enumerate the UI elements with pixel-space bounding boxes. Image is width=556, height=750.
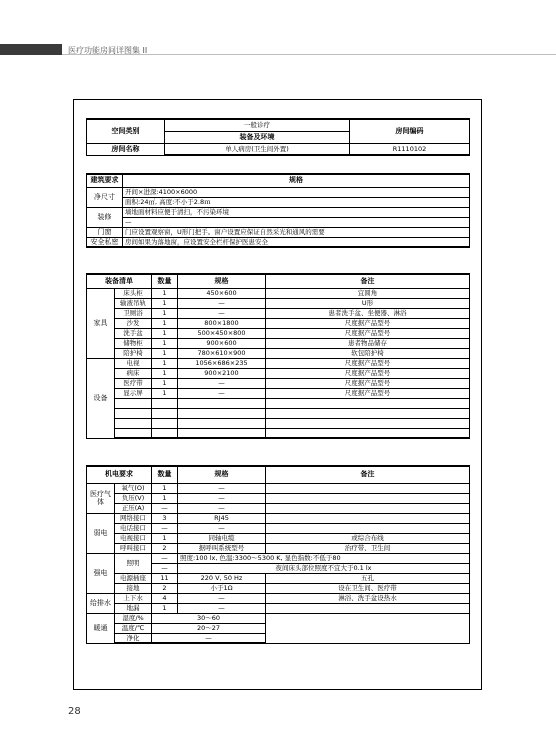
- furniture-spec: 450×600: [178, 288, 266, 298]
- device-name: 显示屏: [115, 388, 152, 398]
- strong-name: 电源插座: [115, 573, 152, 583]
- weak-spec: —: [178, 523, 266, 533]
- gas-name: 负压(V): [115, 493, 152, 503]
- mep-table: [86, 465, 470, 644]
- weak-note: 治疗带、卫生间: [266, 543, 470, 553]
- page-number: 28: [68, 706, 81, 717]
- gas-qty: —: [152, 503, 178, 513]
- furniture-spec: 500×450×800: [178, 328, 266, 338]
- net-size-2: 面积:24㎡, 高度:不小于2.8ｍ: [123, 197, 470, 207]
- device-name: 医疗带: [115, 378, 152, 388]
- weak-qty: —: [152, 523, 178, 533]
- lighting-spec-2: 夜间床头部位照度不宜大于0.1 lx: [178, 563, 470, 573]
- space-category-label: 空间类别: [87, 119, 165, 143]
- hvac-note: [266, 613, 470, 643]
- gas-name: 正压(A): [115, 503, 152, 513]
- water-name: 地漏: [115, 603, 152, 613]
- furniture-spec: 900×600: [178, 338, 266, 348]
- gas-qty: 1: [152, 483, 178, 493]
- water-name: 上下水: [115, 593, 152, 603]
- empty-row: [87, 418, 470, 428]
- building-spec-header: 规格: [123, 174, 470, 187]
- strong-spec: 220 V, 50 Hz: [178, 573, 266, 583]
- space-table: [86, 118, 470, 156]
- furniture-name: 储物柜: [115, 338, 152, 348]
- lighting-label: 照明: [115, 553, 152, 573]
- furniture-spec: —: [178, 308, 266, 318]
- furniture-qty: 1: [152, 308, 178, 318]
- furniture-spec: 800×1800: [178, 318, 266, 328]
- hvac-spec: —: [152, 633, 266, 643]
- water-note: [266, 603, 470, 613]
- gas-qty: 1: [152, 493, 178, 503]
- equipment-spec-header: 规格: [178, 274, 266, 288]
- furniture-qty: 1: [152, 338, 178, 348]
- strong-name: 接地: [115, 583, 152, 593]
- net-size-1: 开间×进深:4100×6000: [123, 187, 470, 197]
- device-qty: 1: [152, 378, 178, 388]
- strong-qty: 2: [152, 583, 178, 593]
- device-note: 尺度据产品型号: [266, 368, 470, 378]
- furniture-qty: 1: [152, 298, 178, 308]
- decoration-label: 装修: [87, 207, 123, 227]
- mep-qty-header: 数量: [152, 466, 178, 483]
- furniture-note: 软包陪护椅: [266, 348, 470, 358]
- strong-note: 设在卫生间、医疗带: [266, 583, 470, 593]
- building-table: [86, 173, 470, 248]
- equipment-note-header: 备注: [266, 274, 470, 288]
- gas-note: [266, 483, 470, 493]
- door-value: 门应设置观察窗，U形门把手。窗户设置应保证自然采光和通风的需要: [123, 227, 470, 237]
- furniture-spec: —: [178, 298, 266, 308]
- furniture-name: 陪护椅: [115, 348, 152, 358]
- device-note: 尺度据产品型号: [266, 378, 470, 388]
- equipment-table: [86, 273, 470, 439]
- empty-row: [87, 408, 470, 418]
- weak-note: [266, 513, 470, 523]
- mep-note-header: 备注: [266, 466, 470, 483]
- decoration-2: —: [123, 217, 470, 227]
- gas-name: 氧气(O): [115, 483, 152, 493]
- device-spec: 1056×686×235: [178, 358, 266, 368]
- strong-group-label: 强电: [87, 553, 115, 593]
- device-note: 尺度据产品型号: [266, 358, 470, 368]
- device-spec: —: [178, 378, 266, 388]
- furniture-note: 尺度据产品型号: [266, 318, 470, 328]
- gas-group-label: 医疗气体: [87, 483, 115, 513]
- water-spec: —: [178, 593, 266, 603]
- furniture-group-label: 家具: [87, 288, 115, 358]
- hvac-group-label: 暖通: [87, 613, 115, 643]
- room-name-label: 房间名称: [87, 143, 165, 155]
- building-col-header: 建筑要求: [87, 174, 123, 187]
- book-title: 医疗功能房间详图集 II: [68, 46, 148, 55]
- hvac-spec: 20～27: [152, 623, 266, 633]
- header-bar: [0, 44, 62, 55]
- furniture-qty: 1: [152, 288, 178, 298]
- lighting-spec-1: 照度:100 lx, 色温:3300～5300 K, 显色指数:不低于80: [178, 553, 470, 563]
- weak-note: 或综合布线: [266, 533, 470, 543]
- equipment-env-label: 装备及环境: [165, 131, 350, 143]
- device-name: 病床: [115, 368, 152, 378]
- hvac-name: 温度/℃: [115, 623, 152, 633]
- safety-value: 房间如果为落地窗，应设置安全栏杆保护医患安全: [123, 237, 470, 247]
- room-code-label: 房间编码: [350, 119, 470, 143]
- weak-spec: 据呼叫系统型号: [178, 543, 266, 553]
- room-name-value: 单人病房(卫生间外置): [165, 143, 350, 155]
- furniture-note: 患者物品储存: [266, 338, 470, 348]
- gas-spec: —: [178, 483, 266, 493]
- weak-qty: 3: [152, 513, 178, 523]
- decoration-1: 墙地面材料应便于清扫，不污染环境: [123, 207, 470, 217]
- furniture-note: 尺度据产品型号: [266, 328, 470, 338]
- device-spec: —: [178, 388, 266, 398]
- furniture-note: U形: [266, 298, 470, 308]
- weak-spec: 同轴电缆: [178, 533, 266, 543]
- weak-qty: 1: [152, 533, 178, 543]
- strong-note: 五孔: [266, 573, 470, 583]
- weak-note: [266, 523, 470, 533]
- furniture-name: 卫厕浴: [115, 308, 152, 318]
- equipment-qty-header: 数量: [152, 274, 178, 288]
- hvac-spec: 30～60: [152, 613, 266, 623]
- device-group-label: 设备: [87, 358, 115, 438]
- weak-name: 呼叫接口: [115, 543, 152, 553]
- weak-qty: 2: [152, 543, 178, 553]
- device-note: 尺度据产品型号: [266, 388, 470, 398]
- furniture-qty: 1: [152, 318, 178, 328]
- device-qty: 1: [152, 388, 178, 398]
- weak-spec: RJ45: [178, 513, 266, 523]
- gas-note: [266, 493, 470, 503]
- furniture-spec: 780×610×900: [178, 348, 266, 358]
- mep-spec-header: 规格: [178, 466, 266, 483]
- equipment-list-header: 装备清单: [87, 274, 152, 288]
- water-qty: 4: [152, 593, 178, 603]
- device-qty: 1: [152, 368, 178, 378]
- water-qty: 1: [152, 603, 178, 613]
- gas-spec: —: [178, 493, 266, 503]
- weak-name: 电话接口: [115, 523, 152, 533]
- hvac-name: 净化: [115, 633, 152, 643]
- furniture-name: 洗手盆: [115, 328, 152, 338]
- empty-row: [87, 398, 470, 408]
- safety-label: 安全私密: [87, 237, 123, 247]
- gas-spec: —: [178, 503, 266, 513]
- furniture-qty: 1: [152, 348, 178, 358]
- furniture-note: 患者洗手盆、坐便器、淋浴: [266, 308, 470, 318]
- hvac-name: 湿度/%: [115, 613, 152, 623]
- water-group-label: 给排水: [87, 593, 115, 613]
- furniture-name: 输液吊轨: [115, 298, 152, 308]
- water-note: 淋浴、洗手盆设热水: [266, 593, 470, 603]
- space-category-value: 一般诊疗: [165, 119, 350, 131]
- mep-header: 机电要求: [87, 466, 152, 483]
- furniture-qty: 1: [152, 328, 178, 338]
- strong-spec: 小于1Ω: [178, 583, 266, 593]
- weak-name: 网络接口: [115, 513, 152, 523]
- door-label: 门窗: [87, 227, 123, 237]
- strong-qty: 11: [152, 573, 178, 583]
- lighting-qty: —: [152, 553, 178, 563]
- device-spec: 900×2100: [178, 368, 266, 378]
- room-code-value: R1110102: [350, 143, 470, 155]
- gas-note: [266, 503, 470, 513]
- lighting-qty: —: [152, 563, 178, 573]
- net-size-label: 净尺寸: [87, 187, 123, 207]
- furniture-name: 沙发: [115, 318, 152, 328]
- empty-row: [87, 428, 470, 438]
- weak-name: 电视接口: [115, 533, 152, 543]
- weak-group-label: 弱电: [87, 513, 115, 553]
- device-qty: 1: [152, 358, 178, 368]
- furniture-name: 床头柜: [115, 288, 152, 298]
- furniture-note: 宜圆角: [266, 288, 470, 298]
- water-spec: —: [178, 603, 266, 613]
- device-name: 电视: [115, 358, 152, 368]
